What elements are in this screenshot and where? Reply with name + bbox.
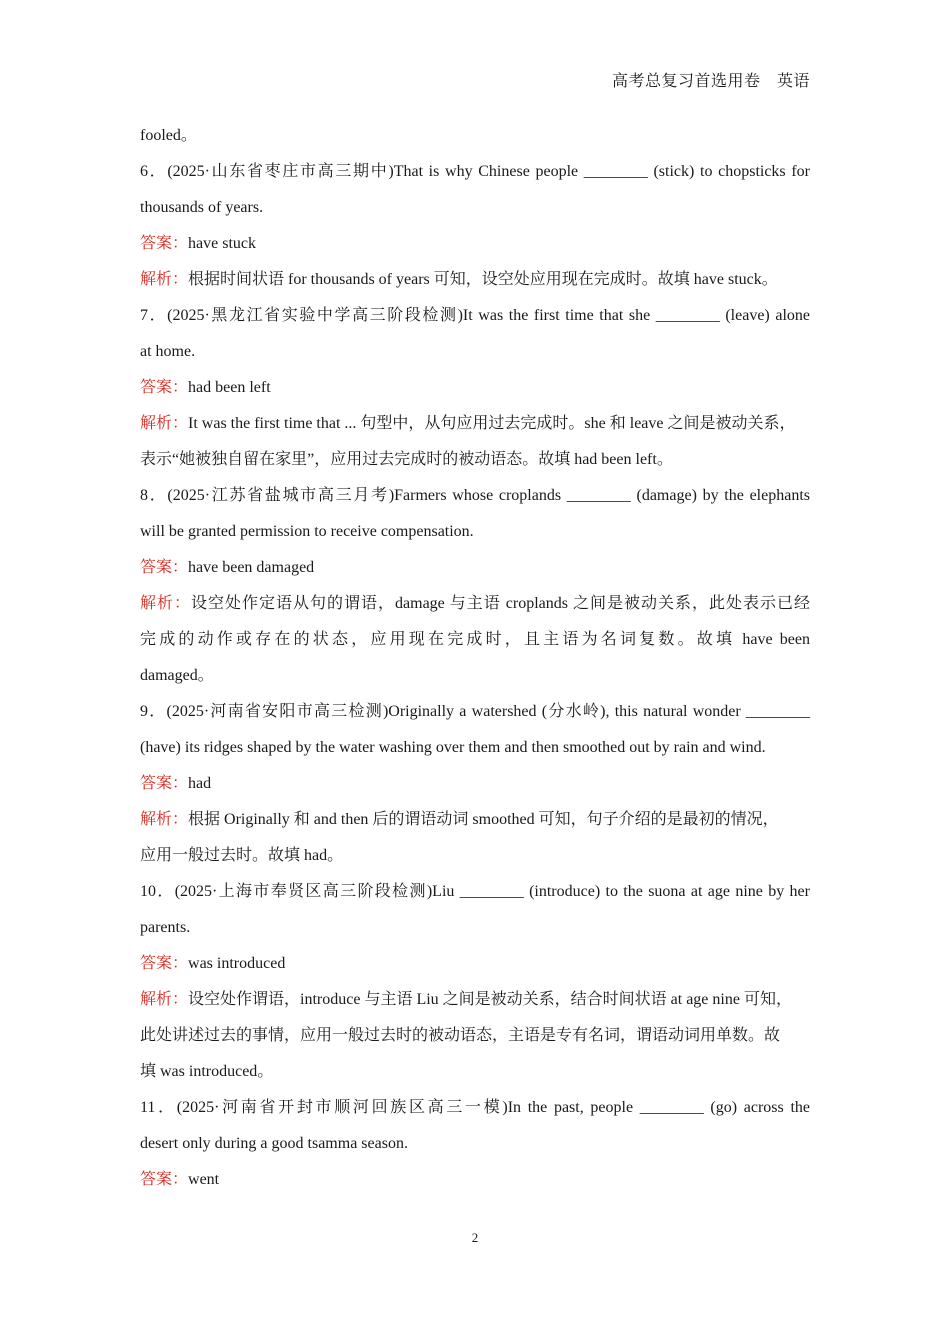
answer-label: 答案： xyxy=(140,775,189,792)
analysis-6 xyxy=(140,262,810,298)
question-7-line-2: at home. xyxy=(140,343,196,360)
analysis-text: 根据 Originally 和 and then 后的谓语动词 smoothed 可知，句子介绍的是最初的情况， xyxy=(188,811,779,828)
analysis-8-line-1 xyxy=(140,586,810,622)
analysis-label: 解析： xyxy=(140,415,189,432)
question-8-line-2: will be granted permission to receive compensation. xyxy=(140,523,474,540)
analysis-text: 设空处作定语从句的谓语，damage 与主语 croplands 之间是被动关系，此处表示已经 xyxy=(191,595,810,612)
analysis-10-line-1 xyxy=(140,982,810,1018)
continued-text: fooled。 xyxy=(140,127,197,144)
answer-label: 答案： xyxy=(140,955,189,972)
answer-label: 答案： xyxy=(140,1171,189,1188)
analysis-9-line-2: 应用一般过去时。故填 had。 xyxy=(140,847,344,864)
answer-text: have been damaged xyxy=(188,559,315,576)
answer-text: had been left xyxy=(188,379,271,396)
question-7-line-1: 7．(2025·黑龙江省实验中学高三阶段检测)It was the first time that she ________ (leave) alone xyxy=(140,307,810,324)
answer-6 xyxy=(140,226,810,262)
analysis-10-line-2: 此处讲述过去的事情，应用一般过去时的被动语态，主语是专有名词，谓语动词用单数。故 xyxy=(140,1027,781,1044)
analysis-label: 解析： xyxy=(140,271,189,288)
question-6-line-2: thousands of years. xyxy=(140,199,264,216)
analysis-7-line-1 xyxy=(140,406,810,442)
analysis-label: 解析： xyxy=(140,811,189,828)
analysis-9-line-1 xyxy=(140,802,810,838)
answer-label: 答案： xyxy=(140,559,189,576)
answer-label: 答案： xyxy=(140,379,189,396)
document-body xyxy=(140,118,810,1198)
answer-label: 答案： xyxy=(140,235,189,252)
analysis-text: It was the first time that ... 句型中，从句应用过去完成时。she 和 leave 之间是被动关系， xyxy=(188,415,796,432)
answer-text: went xyxy=(188,1171,220,1188)
analysis-text: 设空处作谓语，introduce 与主语 Liu 之间是被动关系，结合时间状语 at age nine 可知， xyxy=(188,991,792,1008)
page-number: 2 xyxy=(471,1230,479,1245)
analysis-8-line-3: damaged。 xyxy=(140,667,214,684)
analysis-label: 解析： xyxy=(140,595,192,612)
analysis-8-line-2: 完成的动作或存在的状态，应用现在完成时，且主语为名词复数。故填 have been xyxy=(140,631,810,648)
question-10-line-1: 10．(2025·上海市奉贤区高三阶段检测)Liu ________ (introduce) to the suona at age nine by her xyxy=(140,883,810,900)
answer-7 xyxy=(140,370,810,406)
question-9-line-2: (have) its ridges shaped by the water washing over them and then smoothed out by rain and wind. xyxy=(140,739,766,756)
question-9-line-1: 9．(2025·河南省安阳市高三检测)Originally a watershed (分水岭), this natural wonder ________ xyxy=(140,703,810,720)
question-11-line-1: 11．(2025·河南省开封市顺河回族区高三一模)In the past, people ________ (go) across the xyxy=(140,1099,810,1116)
answer-text: was introduced xyxy=(188,955,286,972)
analysis-10-line-3: 填 was introduced。 xyxy=(140,1063,274,1080)
answer-text: have stuck xyxy=(188,235,256,252)
answer-text: had xyxy=(188,775,212,792)
question-10-line-2: parents. xyxy=(140,919,191,936)
page-header-title: 高考总复习首选用卷 英语 xyxy=(611,73,810,90)
answer-9 xyxy=(140,766,810,802)
question-11-line-2: desert only during a good tsamma season. xyxy=(140,1135,408,1152)
question-8-line-1: 8．(2025·江苏省盐城市高三月考)Farmers whose croplands ________ (damage) by the elephants xyxy=(140,487,810,504)
analysis-7-line-2: 表示“她被独自留在家里”，应用过去完成时的被动语态。故填 had been left。 xyxy=(140,451,673,468)
analysis-label: 解析： xyxy=(140,991,189,1008)
answer-10 xyxy=(140,946,810,982)
analysis-text: 根据时间状语 for thousands of years 可知，设空处应用现在完成时。故填 have stuck。 xyxy=(188,271,778,288)
answer-8 xyxy=(140,550,810,586)
answer-11 xyxy=(140,1162,810,1198)
question-6-line-1: 6．(2025·山东省枣庄市高三期中)That is why Chinese people ________ (stick) to chopsticks for xyxy=(140,163,810,180)
